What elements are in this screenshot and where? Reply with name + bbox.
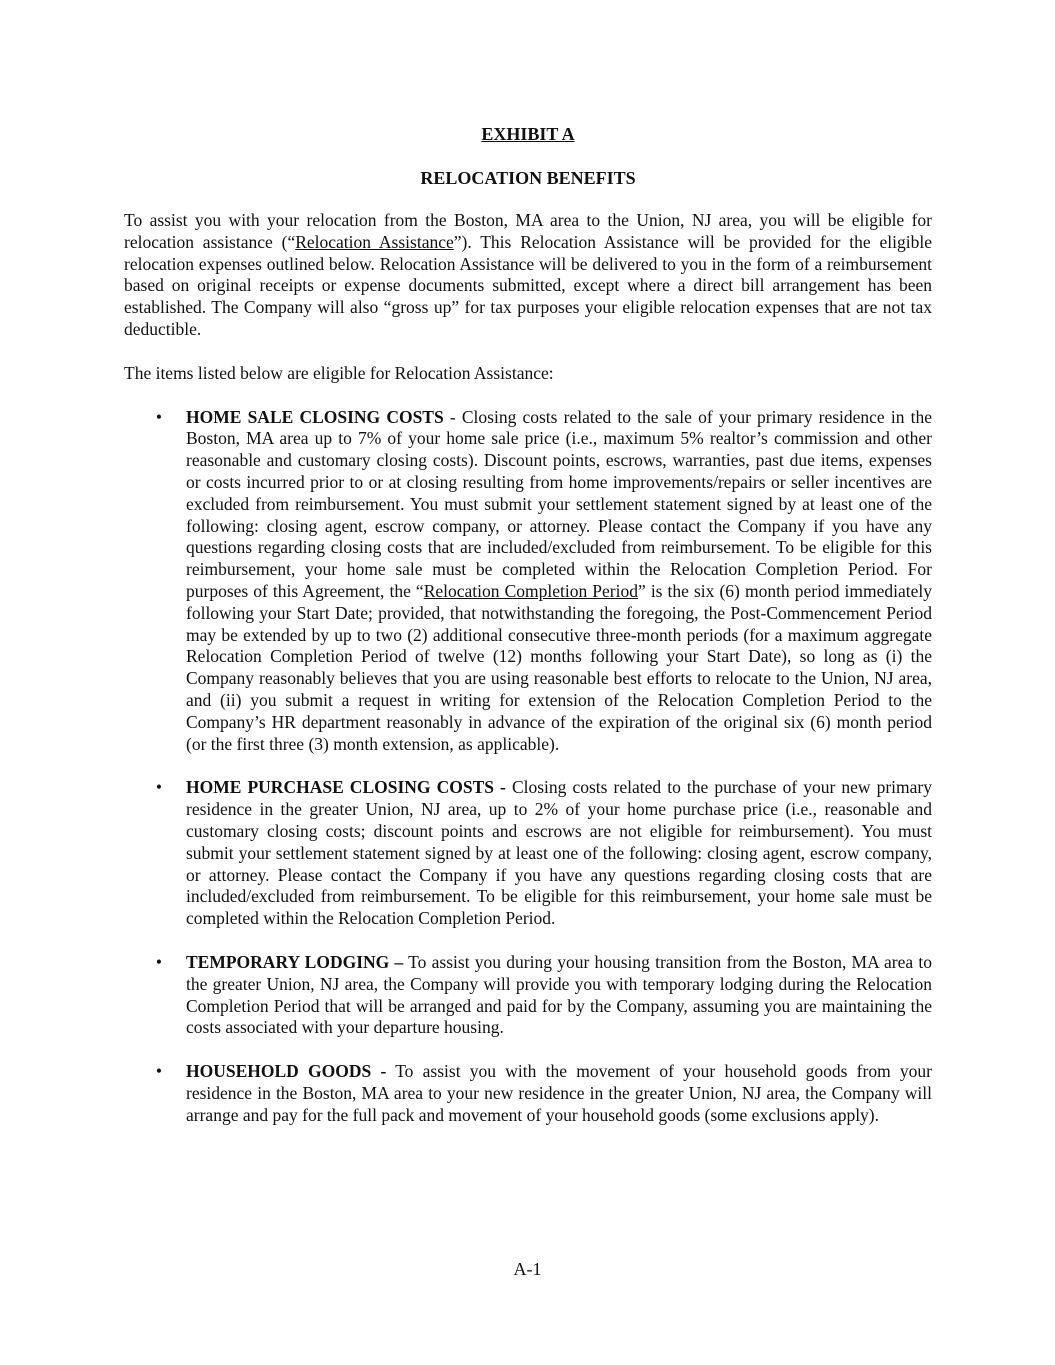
bullet-icon: • xyxy=(155,777,163,798)
benefit-text: - Closing costs related to the sale of your primary residence in the Boston, MA area up to 7% of your home sale price (i.e., maximum 5% realtor’s commission and other reasonable and customary closing costs). Discount points, escrows, warranties, past due items, expenses or costs incurred prior to or at closing resulting from home improvements/repairs or seller incentives are excluded from reimbursement. You must submit your settlement statement signed by at least one of the following: closing agent, escrow company, or attorney. Please contact the Company if you have any questions regarding closing costs that are included/excluded from reimbursement. To be eligible for this reimbursement, your home sale must be completed within the Relocation Completion Period. For purposes of this Agreement, the “ xyxy=(186,406,933,601)
document-title: RELOCATION BENEFITS xyxy=(420,168,636,188)
benefit-title: HOME SALE CLOSING COSTS xyxy=(186,406,444,427)
bullet-icon: • xyxy=(155,1061,163,1082)
benefit-text-continued: ” is the six (6) month period immediately following your Start Date; provided, that notwithstanding the foregoing, the Post-Commencement Period may be extended by up to two (2) additional consecutive three-month periods (for a maximum aggregate Relocation Completion Period of twelve (12) months following your Start Date), so long as (i) the Company reasonably believes that you are using reasonable best efforts to relocate to the Union, NJ area, and (ii) you submit a request in writing for extension of the Relocation Completion Period to the Company’s HR department reasonably in advance of the expiration of the original six (6) month period (or the first three (3) month extension, as applicable). xyxy=(186,580,932,754)
benefit-item-home-sale xyxy=(124,407,932,756)
exhibit-heading: EXHIBIT A xyxy=(481,124,575,144)
benefit-item-household-goods xyxy=(124,1061,932,1126)
defined-term-relocation-completion-period: Relocation Completion Period xyxy=(423,580,638,601)
benefit-title: TEMPORARY LODGING – xyxy=(186,951,404,972)
benefit-text: To assist you with the movement of your household goods from your residence in the Boston, MA area to your new residence in the greater Union, NJ area, the Company will arrange and pay for the full pack and movement of your household goods (some exclusions apply). xyxy=(186,1061,932,1125)
benefit-item-home-purchase xyxy=(124,777,932,930)
bullet-icon: • xyxy=(155,406,163,427)
document-page xyxy=(124,122,932,1148)
benefit-text: Closing costs related to the purchase of your new primary residence in the greater Union, NJ area, up to 2% of your home purchase price (i.e., reasonable and customary closing costs; discount points and escrows are not eligible for reimbursement). You must submit your settlement statement signed by at least one of the following: closing agent, escrow company, or attorney. Please contact the Company if you have any questions regarding closing costs that are included/excluded from reimbursement. To be eligible for this reimbursement, your home sale must be completed within the Relocation Completion Period. xyxy=(186,777,932,929)
benefit-text: To assist you during your housing transition from the Boston, MA area to the greater Union, NJ area, the Company will provide you with temporary lodging during the Relocation Completion Period that will be arranged and paid for by the Company, assuming you are maintaining the costs associated with your departure housing. xyxy=(186,951,932,1038)
defined-term-relocation-assistance: Relocation Assistance xyxy=(295,231,454,252)
benefit-title: HOME PURCHASE CLOSING COSTS - xyxy=(186,777,506,798)
intro-text-2: ”). This Relocation Assistance will be provided for the eligible relocation expenses outlined below. Relocation Assistance will be delivered to you in the form of a reimbursement based on original receipts or expense documents submitted, except where a direct bill arrangement has been established. The Company will also “gross up” for tax purposes your eligible relocation expenses that are not tax deductible. xyxy=(124,231,932,339)
intro-text-1: To assist you with your relocation from the Boston, MA area to the Union, NJ area, you will be eligible for relocation assistance (“ xyxy=(124,210,932,252)
benefit-title: HOUSEHOLD GOODS - xyxy=(186,1061,387,1082)
benefit-list xyxy=(124,407,932,1127)
page-number: A-1 xyxy=(513,1259,542,1279)
items-lead-paragraph: The items listed below are eligible for Relocation Assistance: xyxy=(124,362,554,383)
intro-paragraph xyxy=(124,210,932,341)
benefit-item-temporary-lodging xyxy=(124,952,932,1039)
bullet-icon: • xyxy=(155,951,163,972)
